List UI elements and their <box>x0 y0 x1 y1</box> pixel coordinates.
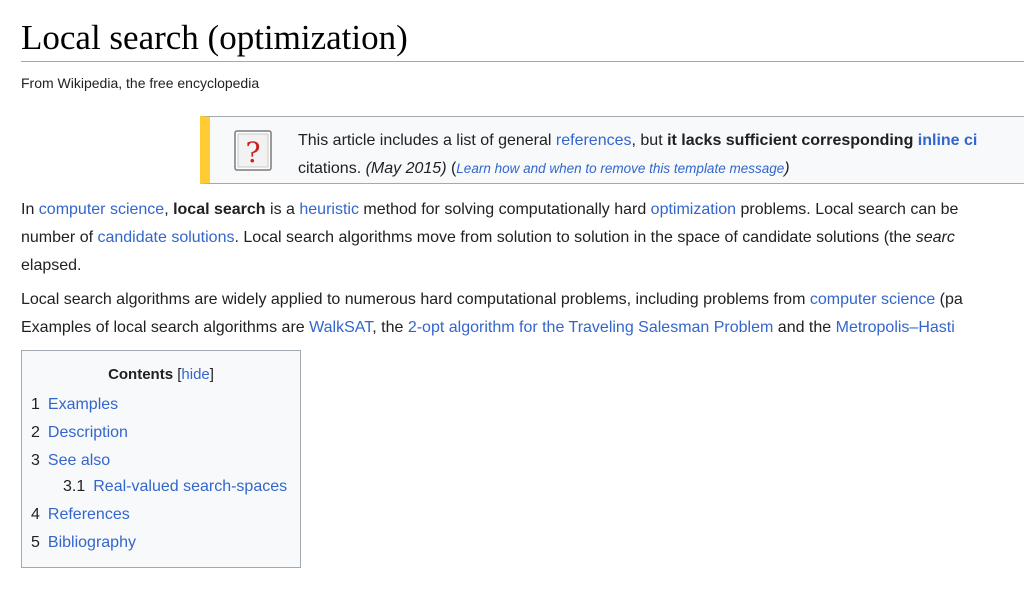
question-mark-icon <box>234 130 272 171</box>
toc-item-description[interactable] <box>31 423 128 443</box>
text: is a <box>265 201 300 218</box>
notice-text-e: ) <box>784 160 790 177</box>
text: . Local search algorithms move from solution to solution in the space of candidate solutions (the <box>234 229 916 246</box>
toc-label[interactable]: Real-valued search-spaces <box>93 478 288 495</box>
text: elapsed. <box>21 257 82 274</box>
toc-item-references[interactable] <box>31 505 130 525</box>
text: , the <box>372 319 408 336</box>
page-title: Local search (optimization) <box>21 18 408 57</box>
table-of-contents <box>21 350 301 568</box>
notice-text-d: ( <box>446 160 457 177</box>
title-divider <box>21 61 1024 62</box>
toc-bracket: ] <box>209 366 214 383</box>
notice-text-a: This article includes a list of general <box>298 132 556 149</box>
toc-label[interactable]: Examples <box>47 396 119 413</box>
intro-paragraph <box>21 196 1024 280</box>
toc-number: 3 <box>31 452 40 469</box>
notice-text-c: citations. <box>298 160 366 177</box>
toc-number: 4 <box>31 506 40 523</box>
text: method for solving computationally hard <box>358 201 651 218</box>
text: and the <box>773 319 836 336</box>
toc-title: Contents <box>108 366 174 383</box>
references-link[interactable]: references <box>555 132 632 149</box>
heuristic-link[interactable]: heuristic <box>299 201 359 218</box>
toc-label[interactable]: Description <box>47 424 128 441</box>
metropolis-hastings-link[interactable]: Metropolis–Hasti <box>835 319 955 336</box>
toc-hide-toggle[interactable]: hide <box>181 366 210 383</box>
notice-text <box>298 127 1024 183</box>
computer-science-link[interactable]: computer science <box>38 201 165 218</box>
toc-item-bibliography[interactable] <box>31 533 136 553</box>
applications-paragraph <box>21 286 1024 342</box>
refimprove-notice <box>200 116 1024 184</box>
walksat-link[interactable]: WalkSAT <box>309 319 373 336</box>
term-local-search: local search <box>173 201 266 218</box>
toc-number: 2 <box>31 424 40 441</box>
term-search-space: searc <box>915 229 955 246</box>
text: Local search algorithms are widely applied to numerous hard computational problems, including problems from <box>21 291 810 308</box>
notice-date: (May 2015) <box>365 160 447 177</box>
candidate-solutions-link[interactable]: candidate solutions <box>97 229 235 246</box>
article-page <box>21 0 1024 594</box>
toc-label[interactable]: See also <box>47 452 111 469</box>
notice-text-b: , but <box>631 132 668 149</box>
svg-text:?: ? <box>245 136 261 169</box>
toc-item-see-also[interactable] <box>31 451 110 471</box>
learn-more-link[interactable]: Learn how and when to remove this template message <box>456 161 785 176</box>
toc-number: 5 <box>31 534 40 551</box>
text: Examples of local search algorithms are <box>21 319 310 336</box>
toc-number: 1 <box>31 396 40 413</box>
toc-item-real-valued-search-spaces[interactable] <box>63 477 287 497</box>
toc-label[interactable]: Bibliography <box>47 534 136 551</box>
text: problems. Local search can be <box>736 201 959 218</box>
inline-citations-link[interactable]: inline ci <box>917 132 978 149</box>
text: In <box>21 201 39 218</box>
notice-bold: it lacks sufficient corresponding <box>667 132 918 149</box>
text: , <box>164 201 174 218</box>
site-tagline: From Wikipedia, the free encyclopedia <box>21 75 260 91</box>
optimization-link[interactable]: optimization <box>650 201 737 218</box>
toc-bracket: [ <box>177 366 182 383</box>
toc-number: 3.1 <box>63 478 86 495</box>
toc-label[interactable]: References <box>47 506 130 523</box>
toc-heading <box>22 365 300 385</box>
text: (pa <box>935 291 963 308</box>
two-opt-link[interactable]: 2-opt algorithm for the Traveling Salesman Problem <box>407 319 774 336</box>
toc-item-examples[interactable] <box>31 395 118 415</box>
computer-science-link-2[interactable]: computer science <box>809 291 936 308</box>
text: number of <box>21 229 98 246</box>
